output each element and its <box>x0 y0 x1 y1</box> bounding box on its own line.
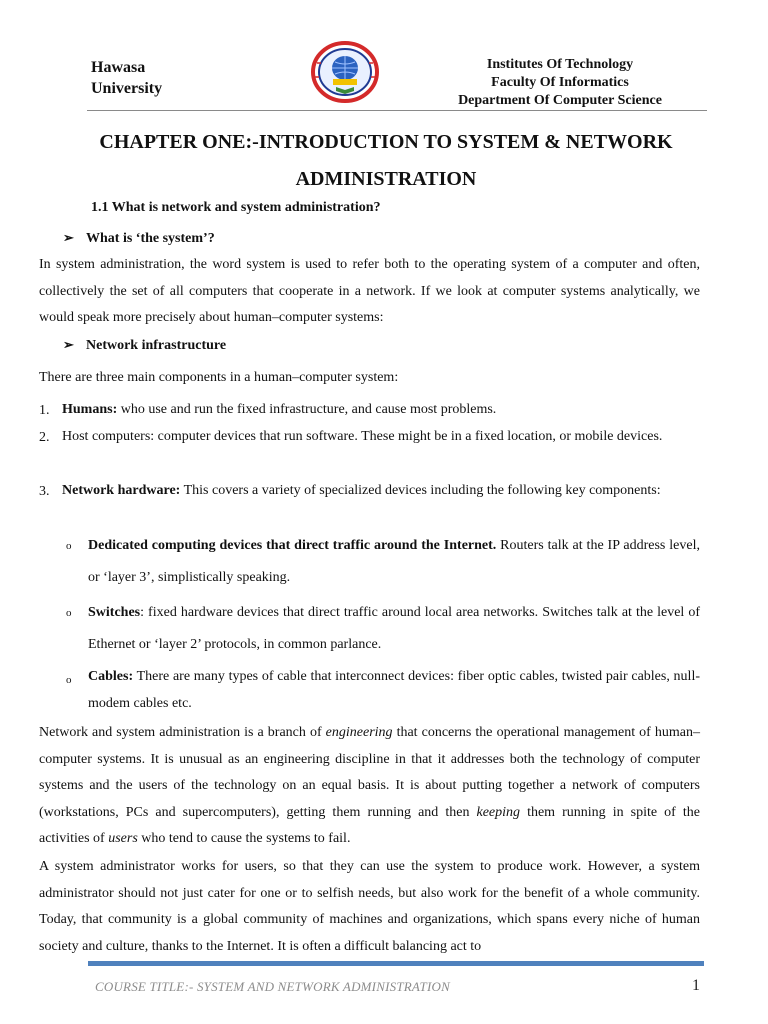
components-intro: There are three main components in a human–computer system: <box>39 370 399 385</box>
section-heading: 1.1 What is network and system administration? <box>91 200 381 215</box>
sublist-item-routers-text: Routers talk at the IP address level, or ‘layer 3’, simplistically speaking. <box>88 538 700 585</box>
list-item-network-hardware-term: Network hardware: <box>62 483 181 498</box>
bullet-network-infrastructure <box>63 336 226 355</box>
department-name: Department Of Computer Science <box>458 93 662 108</box>
page-number: 1 <box>692 977 700 994</box>
emphasis-keeping: keeping <box>476 804 521 820</box>
sublist-item-cables <box>88 664 700 717</box>
sublist-item-routers-term: Dedicated computing devices that direct traffic around the Internet. <box>88 538 497 553</box>
chapter-title-line2: ADMINISTRATION <box>295 168 477 190</box>
list-item-humans-text: who use and run the fixed infrastructure, and cause most problems. <box>117 402 497 417</box>
institute-name: Institutes Of Technology <box>486 57 634 72</box>
emphasis-engineering: engineering <box>325 725 393 740</box>
sublist-item-switches-text: : fixed hardware devices that direct traffic around local area networks. Switches talk at the level of Ethernet or ‘layer 2’ protocols, in common parlance. <box>88 605 700 652</box>
bullet-what-is-system-text: What is ‘the system’? <box>86 231 215 246</box>
sublist-item-switches <box>88 597 700 661</box>
emphasis-users: users <box>108 831 138 847</box>
university-logo <box>311 41 379 103</box>
paragraph-branch-text-c: them running in spite of the activities of <box>39 804 700 847</box>
circle-bullet-icon: o <box>66 674 72 686</box>
sublist-item-cables-term: Cables: <box>88 669 134 684</box>
list-item-host-computers <box>62 424 700 451</box>
paragraph-branch-of-engineering <box>39 720 700 853</box>
institution-info <box>410 56 710 110</box>
paragraph-system-definition: In system administration, the word system is used to refer both to the operating system of a computer and often, collectively the set of all computers that cooperate in a network. If we look at computer systems analytically, we would speak more precisely about human–computer systems: <box>39 257 700 326</box>
arrow-bullet-icon: ➢ <box>63 230 74 245</box>
circle-bullet-icon: o <box>66 540 72 552</box>
header-divider <box>87 110 707 111</box>
logo-ribbon <box>333 79 357 85</box>
list-number-2: 2. <box>39 430 50 445</box>
arrow-bullet-icon: ➢ <box>63 337 74 352</box>
sublist-item-switches-term: Switches <box>88 605 141 620</box>
paragraph-branch-text-d: who tend to cause the systems to fail. <box>137 831 351 847</box>
paragraph-system-administrator: A system administrator works for users, so that they can use the system to produce work. However, a system administrator should not just cater for one or to selfish needs, but also work for the benefit of a whole community. Today, that community is a global community of machines and organizations, which spans every niche of human society and culture, thanks to the Internet. It is often a difficult balancing act to <box>39 859 700 954</box>
list-number-3: 3. <box>39 484 50 499</box>
list-number-1: 1. <box>39 403 50 418</box>
bullet-network-infrastructure-text: Network infrastructure <box>86 338 227 353</box>
faculty-name: Faculty Of Informatics <box>491 75 629 90</box>
sublist-item-cables-text: There are many types of cable that interconnect devices: fiber optic cables, twisted pair cables, null-modem cables etc. <box>88 669 700 711</box>
bullet-what-is-system <box>63 229 215 248</box>
paragraph-branch-text-b: that concerns the operational management of human–computer systems. It is unusual as an engineering discipline in that it addresses both the technology of computer systems and the users of the technology on an equal basis. It is about putting together a network of computers (workstations, PCs and supercomputers), getting them running and then <box>39 725 700 820</box>
list-item-humans <box>62 397 700 424</box>
paragraph-branch-text-a: Network and system administration is a branch of <box>39 725 326 740</box>
list-item-network-hardware <box>62 478 700 505</box>
footer-bar <box>88 961 704 966</box>
chapter-title <box>40 124 732 198</box>
university-name-line1: Hawasa <box>91 59 146 76</box>
list-item-humans-term: Humans: <box>62 402 118 417</box>
university-name <box>91 57 162 99</box>
university-name-line2: University <box>91 80 163 97</box>
sublist-item-routers <box>88 530 700 594</box>
course-title-footer: COURSE TITLE:- SYSTEM AND NETWORK ADMINISTRATION <box>95 979 450 994</box>
list-item-host-computers-text: Host computers: computer devices that run software. These might be in a fixed location, or mobile devices. <box>62 429 663 444</box>
circle-bullet-icon: o <box>66 607 72 619</box>
chapter-title-line1: CHAPTER ONE:-INTRODUCTION TO SYSTEM & NETWORK <box>99 131 673 153</box>
list-item-network-hardware-text: This covers a variety of specialized devices including the following key components: <box>180 483 661 498</box>
